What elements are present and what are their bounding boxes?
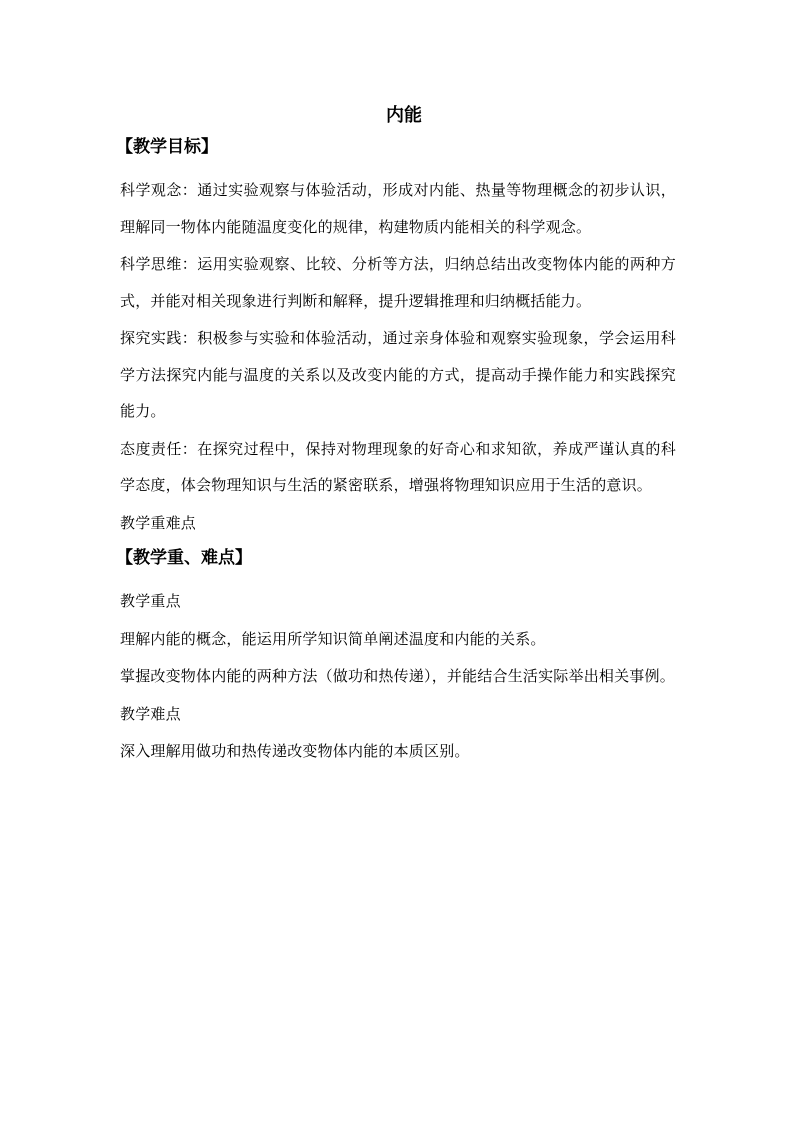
section-heading-key-difficult-points: 【教学重、难点】	[116, 548, 252, 568]
section-teaching-goals	[116, 134, 676, 541]
paragraph-science-concept: 科学观念：通过实验观察与体验活动，形成对内能、热量等物理概念的初步认识，理解同一物体内能随温度变化的规律，构建物质内能相关的科学观念。	[120, 181, 676, 236]
paragraph-inquiry-practice: 探究实践：积极参与实验和体验活动，通过亲身体验和观察实验现象，学会运用科学方法探究内能与温度的关系以及改变内能的方式，提高动手操作能力和实践探究能力。	[120, 329, 676, 420]
paragraph-difficult-points-label: 教学难点	[120, 704, 181, 723]
section-key-difficult-points	[116, 545, 676, 770]
paragraph-difficult-point-1: 深入理解用做功和热传递改变物体内能的本质区别。	[120, 742, 470, 760]
section-heading-teaching-goals: 【教学目标】	[116, 137, 218, 157]
paragraph-science-thinking: 科学思维：运用实验观察、比较、分析等方法，归纳总结出改变物体内能的两种方式，并能对相关现象进行判断和解释，提升逻辑推理和归纳概括能力。	[120, 255, 676, 310]
paragraph-key-point-2: 掌握改变物体内能的两种方法（做功和热传递），并能结合生活实际举出相关事例。	[120, 667, 675, 685]
paragraph-key-difficult-points-label: 教学重难点	[120, 513, 197, 532]
paragraph-key-points-label: 教学重点	[120, 592, 181, 610]
document-title: 内能	[386, 105, 422, 126]
paragraph-attitude-responsibility: 态度责任：在探究过程中，保持对物理现象的好奇心和求知欲，养成严谨认真的科学态度，体会物理知识与生活的紧密联系，增强将物理知识应用于生活的意识。	[120, 439, 676, 494]
paragraph-key-point-1: 理解内能的概念，能运用所学知识简单阐述温度和内能的关系。	[120, 629, 546, 648]
